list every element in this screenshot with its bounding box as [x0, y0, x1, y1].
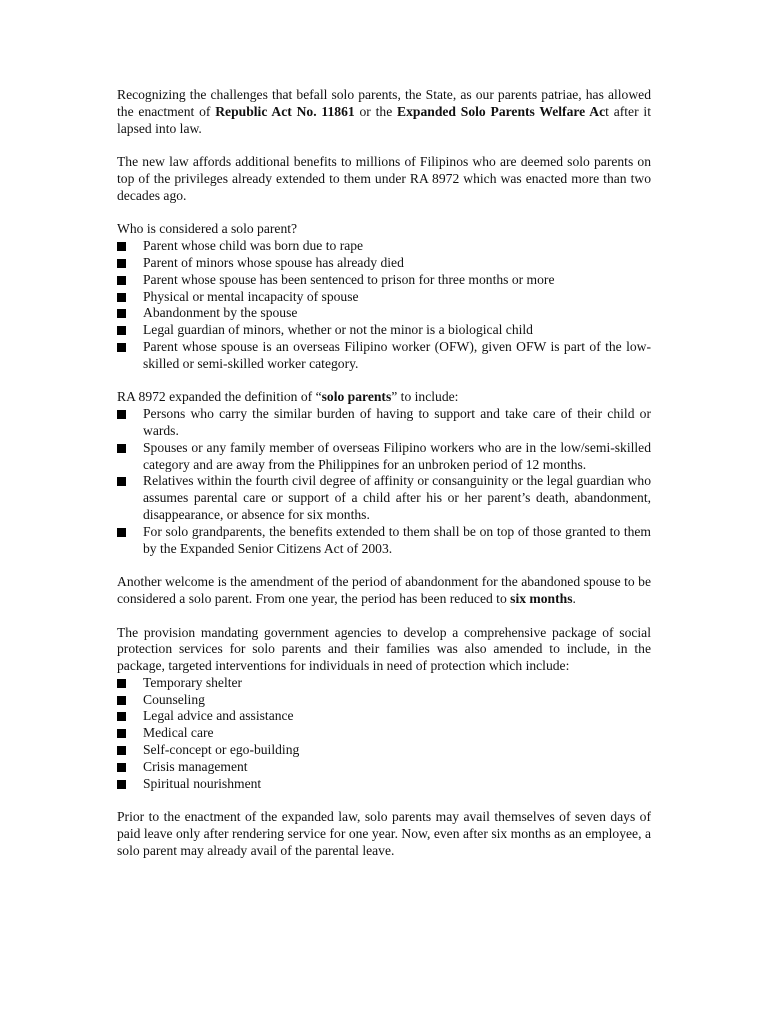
ra-list — [117, 406, 651, 557]
list-item: Parent whose spouse is an overseas Filipino worker (OFW), given OFW is part of the low-skilled or semi-skilled worker category. — [117, 339, 651, 373]
list-item: Counseling — [117, 692, 651, 709]
square-bullet-icon — [117, 679, 126, 688]
abandonment-paragraph: Another welcome is the amendment of the period of abandonment for the abandoned spouse to be considered a solo parent. From one year, the period has been reduced to six months. — [117, 574, 651, 606]
ra-heading: RA 8972 expanded the definition of “solo parents” to include: — [117, 389, 459, 405]
leave-paragraph: Prior to the enactment of the expanded law, solo parents may avail themselves of seven days of paid leave only after rendering service for one year. Now, even after six months as an employee, a solo parent may already avail of the parental leave. — [117, 809, 651, 858]
intro-text-mid: or the — [354, 103, 398, 119]
intro-paragraph — [117, 87, 651, 137]
intro-text-end: t after it lapsed into law. — [117, 103, 651, 136]
square-bullet-icon — [117, 343, 126, 352]
square-bullet-icon — [117, 696, 126, 705]
list-item: For solo grandparents, the benefits extended to them shall be on top of those granted to them by the Expanded Senior Citizens Act of 2003. — [117, 524, 651, 558]
who-list — [117, 238, 651, 372]
list-item: Parent of minors whose spouse has already died — [117, 255, 651, 272]
square-bullet-icon — [117, 309, 126, 318]
square-bullet-icon — [117, 326, 126, 335]
list-item: Relatives within the fourth civil degree of affinity or consanguinity or the legal guardian who assumes parental care or support of a child after his or her parent’s death, abandonment, disappearance, or absence for six months. — [117, 473, 651, 523]
square-bullet-icon — [117, 528, 126, 537]
square-bullet-icon — [117, 729, 126, 738]
provision-paragraph: The provision mandating government agencies to develop a comprehensive package of social protection services for solo parents and their families was also amended to include, in the package, targeted interventions for individuals in need of protection which include: — [117, 624, 651, 674]
new-law-paragraph: The new law affords additional benefits to millions of Filipinos who are deemed solo parents on top of the privileges already extended to them under RA 8972 which was enacted more than two decades ago. — [117, 154, 651, 203]
intro-text: Recognizing the challenges that befall solo parents, the State, as our parents patriae, has allowed the enactment of — [117, 87, 651, 119]
square-bullet-icon — [117, 712, 126, 721]
services-list — [117, 675, 651, 793]
list-item: Crisis management — [117, 759, 651, 776]
square-bullet-icon — [117, 276, 126, 285]
list-item: Legal guardian of minors, whether or not the minor is a biological child — [117, 322, 651, 339]
list-item: Parent whose spouse has been sentenced to prison for three months or more — [117, 272, 651, 289]
list-item: Spiritual nourishment — [117, 776, 651, 793]
solo-parents-term: solo parents — [321, 389, 392, 405]
who-heading: Who is considered a solo parent? — [117, 221, 298, 237]
list-item: Temporary shelter — [117, 675, 651, 692]
expanded-act-label: Expanded Solo Parents Welfare Ac — [397, 103, 606, 119]
square-bullet-icon — [117, 259, 126, 268]
list-item: Legal advice and assistance — [117, 708, 651, 725]
square-bullet-icon — [117, 242, 126, 251]
square-bullet-icon — [117, 293, 126, 302]
square-bullet-icon — [117, 477, 126, 486]
list-item: Self-concept or ego-building — [117, 742, 651, 759]
list-item: Medical care — [117, 725, 651, 742]
list-item: Parent whose child was born due to rape — [117, 238, 651, 255]
list-item: Persons who carry the similar burden of having to support and take care of their child or wards. — [117, 406, 651, 440]
document-page — [117, 87, 651, 860]
list-item: Physical or mental incapacity of spouse — [117, 289, 651, 306]
list-item: Abandonment by the spouse — [117, 305, 651, 322]
square-bullet-icon — [117, 410, 126, 419]
square-bullet-icon — [117, 746, 126, 755]
six-months-term: six months — [510, 590, 573, 606]
square-bullet-icon — [117, 763, 126, 772]
republic-act-label: Republic Act No. 11861 — [215, 103, 355, 119]
square-bullet-icon — [117, 780, 126, 789]
list-item: Spouses or any family member of overseas Filipino workers who are in the low/semi-skilled category and are away from the Philippines for an unbroken period of 12 months. — [117, 440, 651, 474]
square-bullet-icon — [117, 444, 126, 453]
